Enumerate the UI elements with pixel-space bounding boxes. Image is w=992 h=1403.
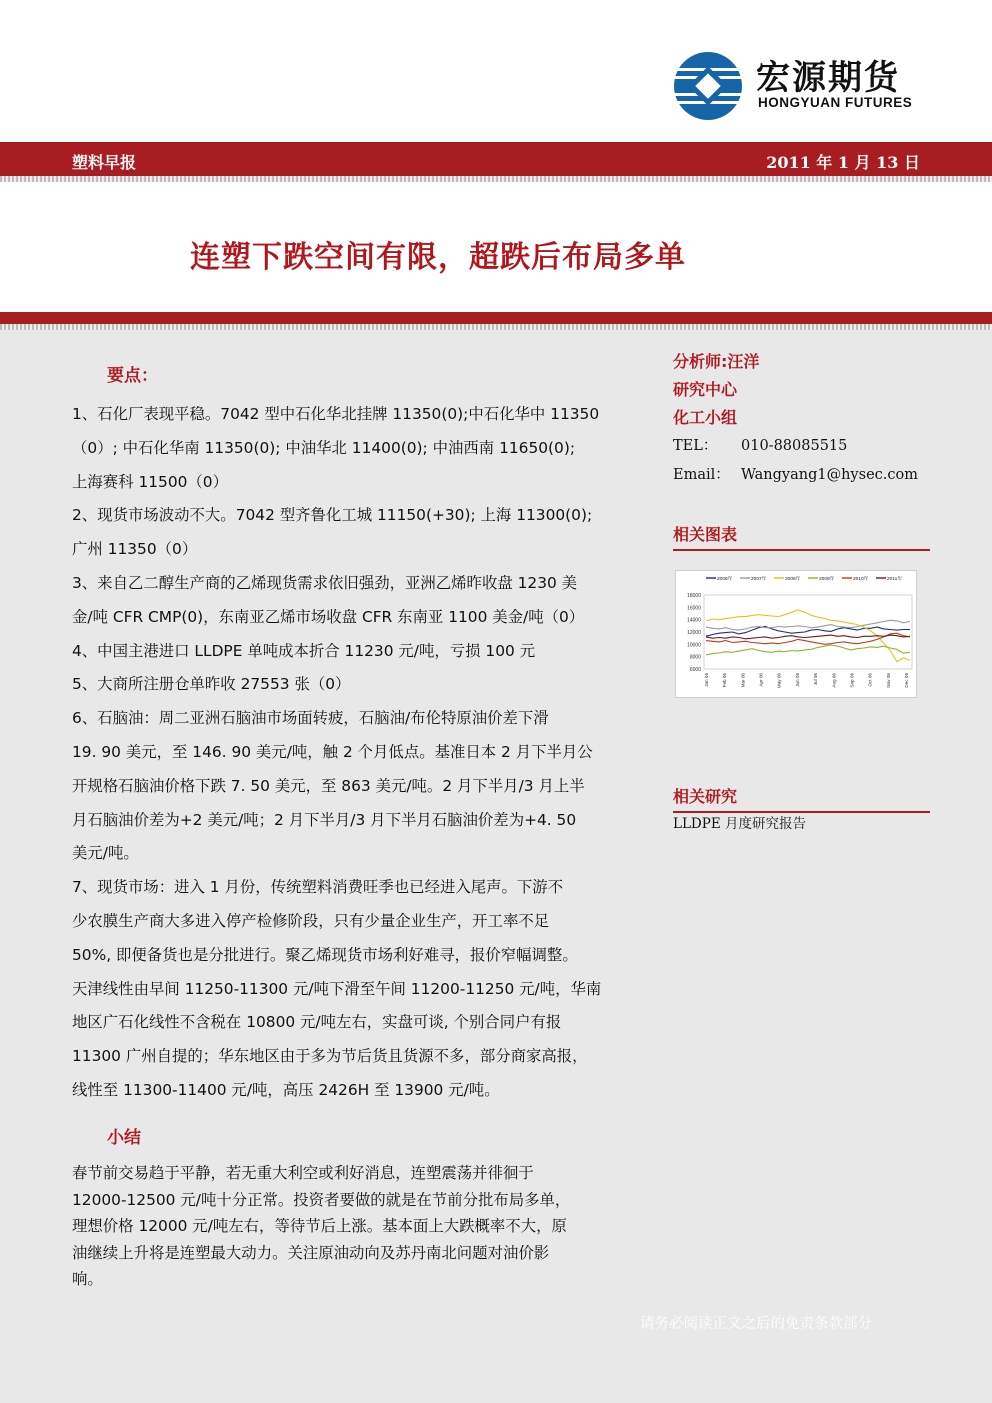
- key-point-line: （0）; 中石化华南 11350(0); 中油华北 11400(0); 中油西南 11650(0);: [72, 438, 576, 457]
- chart-x-tick-label: Jan 06: [704, 673, 709, 687]
- chart-y-tick-label: 18000: [687, 593, 701, 599]
- key-point-line: 美元/吨。: [72, 844, 139, 863]
- key-point-line: 4、中国主港进口 LLDPE 单吨成本折合 11230 元/吨，亏损 100 元: [72, 641, 536, 660]
- hongyuan-globe-icon: [672, 50, 744, 122]
- summary-line: 12000-12500 元/吨十分正常。投资者要做的就是在节前分批布局多单，: [72, 1190, 571, 1209]
- key-point-line: 7、现货市场：进入 1 月份，传统塑料消费旺季也已经进入尾声。下游不: [72, 878, 564, 897]
- key-point-line: 金/吨 CFR CMP(0)，东南亚乙烯市场收盘 CFR 东南亚 1100 美金/吨（0）: [72, 607, 585, 626]
- key-point-line: 2、现货市场波动不大。7042 型齐鲁化工城 11150(+30); 上海 11300(0);: [72, 506, 593, 525]
- key-points-body: [72, 398, 632, 1108]
- related-research-link[interactable]: LLDPE 月度研究报告: [673, 816, 806, 832]
- research-group: 化工小组: [673, 408, 738, 427]
- email-row: [673, 461, 933, 490]
- report-date: 2011 年 1 月 13 日: [766, 153, 920, 172]
- chart-x-tick-label: Aug 06: [831, 673, 837, 688]
- chart-x-tick-label: Jul 06: [813, 673, 819, 686]
- key-point-line: 3、来自乙二醇生产商的乙烯现货需求依旧强劲，亚洲乙烯昨收盘 1230 美: [72, 573, 578, 592]
- summary-line: 响。: [72, 1270, 103, 1289]
- chart-legend-label: 2010年: [853, 577, 869, 582]
- chart-y-tick-label: 12000: [687, 630, 701, 636]
- price-chart: [675, 570, 917, 698]
- chart-x-tick-label: Mar 06: [740, 673, 746, 688]
- key-point-line: 开规格石脑油价格下跌 7. 50 美元，至 863 美元/吨。2 月下半月/3 月上半: [72, 776, 585, 795]
- price-chart-svg: [676, 571, 918, 699]
- summary-line: 春节前交易趋于平静，若无重大利空或利好消息，连塑震荡并徘徊于: [72, 1164, 534, 1182]
- brand-name-en: HONGYUAN FUTURES: [758, 95, 913, 110]
- chart-y-tick-label: 16000: [687, 605, 701, 612]
- key-points-heading: 要点：: [107, 366, 158, 386]
- chart-legend-label: 2008年: [785, 577, 801, 582]
- chart-y-tick-label: 10000: [687, 642, 701, 649]
- chart-x-tick-label: Oct 06: [867, 673, 873, 687]
- key-point-line: 11300 广州自提的；华东地区由于多为节后货且货源不多，部分商家高报，: [72, 1047, 588, 1066]
- key-point-line: 1、石化厂表现平稳。7042 型中石化华北挂牌 11350(0);中石化华中 11350: [72, 405, 600, 423]
- chart-x-tick-label: Jun 06: [794, 673, 800, 687]
- summary-body: [72, 1160, 632, 1293]
- summary-heading: 小结: [107, 1128, 141, 1148]
- key-point-line: 线性至 11300-11400 元/吨，高压 2426H 至 13900 元/吨。: [72, 1080, 500, 1099]
- chart-x-tick-label: Dec 06: [904, 673, 909, 688]
- report-type: 塑料早报: [72, 153, 137, 172]
- hongyuan-logo: [672, 48, 922, 120]
- tel-row: [673, 432, 933, 461]
- key-point-line: 19. 90 美元，至 146. 90 美元/吨，触 2 个月低点。基准日本 2 月下半月公: [72, 742, 593, 761]
- key-point-line: 5、大商所注册仓单昨收 27553 张（0）: [72, 675, 351, 694]
- chart-series-line: [706, 620, 910, 630]
- chart-plot-area: [704, 595, 912, 669]
- chart-legend-label: 2011年: [887, 577, 903, 582]
- header-stripe: [0, 176, 992, 182]
- tel-value: 010-88085515: [741, 438, 848, 454]
- related-research-title: 相关研究: [673, 784, 930, 813]
- analyst-name: 分析师:汪洋: [673, 352, 760, 371]
- summary-line: 理想价格 12000 元/吨左右，等待节后上涨。基本面上大跌概率不大，原: [72, 1217, 567, 1236]
- key-point-line: 少农膜生产商大多进入停产检修阶段，只有少量企业生产，开工率不足: [72, 911, 550, 930]
- chart-y-tick-label: 6000: [689, 667, 701, 673]
- chart-series-line: [706, 645, 910, 655]
- report-title: 连塑下跌空间有限，超跌后布局多单: [190, 240, 686, 275]
- chart-series-line: [706, 627, 910, 637]
- chart-y-tick-label: 14000: [687, 617, 701, 624]
- chart-legend-label: 2009年: [819, 577, 835, 582]
- chart-legend-label: 2007年: [751, 577, 767, 582]
- chart-x-tick-label: Sep 06: [849, 673, 855, 688]
- key-point-line: 天津线性由早间 11250-11300 元/吨下滑至午间 11200-11250 元/吨，华南: [72, 979, 602, 998]
- key-point-line: 上海赛科 11500（0）: [72, 472, 228, 491]
- tel-label: TEL：: [673, 438, 718, 454]
- summary-line: 油继续上升将是连塑最大动力。关注原油动向及苏丹南北问题对油价影: [72, 1243, 550, 1262]
- email-value[interactable]: Wangyang1@hysec.com: [741, 467, 918, 483]
- chart-y-tick-label: 8000: [689, 654, 701, 661]
- related-charts-title: 相关图表: [673, 522, 930, 551]
- key-point-line: 月石脑油价差为+2 美元/吨；2 月下半月/3 月下半月石脑油价差为+4. 50: [72, 810, 577, 829]
- research-dept: 研究中心: [673, 380, 738, 399]
- chart-x-tick-label: Nov 06: [885, 673, 891, 688]
- disclaimer-note: 请务必阅读正文之后的免责条款部分: [640, 1316, 872, 1332]
- chart-legend-label: 2006年: [717, 577, 733, 582]
- brand-name-cn: 宏源期货: [756, 58, 900, 98]
- analyst-info: [673, 348, 933, 490]
- chart-series-line: [706, 633, 910, 644]
- key-point-line: 地区广石化线性不含税在 10800 元/吨左右，实盘可谈, 个别合同户有报: [72, 1013, 562, 1032]
- key-point-line: 50%, 即便备货也是分批进行。聚乙烯现货市场利好难寻，报价窄幅调整。: [72, 945, 578, 964]
- key-point-line: 6、石脑油：周二亚洲石脑油市场面转疲，石脑油/布伦特原油价差下滑: [72, 709, 549, 728]
- email-label: Email：: [673, 467, 730, 483]
- title-band: [0, 312, 992, 324]
- key-point-line: 广州 11350（0）: [72, 540, 198, 559]
- chart-x-tick-label: May 06: [776, 673, 782, 689]
- chart-x-tick-label: Feb 06: [722, 673, 728, 688]
- chart-x-tick-label: Apr 06: [758, 673, 764, 687]
